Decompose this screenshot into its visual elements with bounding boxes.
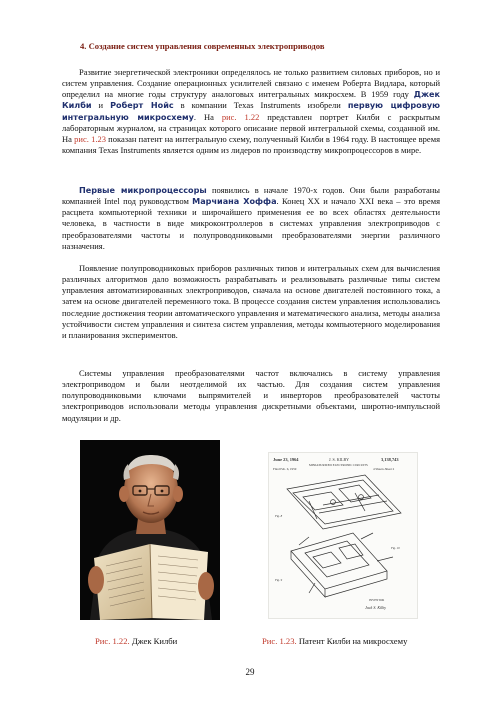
portrait-illustration bbox=[80, 440, 220, 620]
patent-inventor-code: J. S. KILBY bbox=[329, 457, 350, 462]
paragraph-kilby bbox=[62, 67, 440, 156]
patent-signature: Jack S. Kilby bbox=[365, 605, 386, 610]
section-heading: 4. Создание систем управления современных электроприводов bbox=[80, 41, 325, 51]
patent-fig-label: Fig. 8 bbox=[275, 514, 283, 518]
patent-inventor-label: INVENTOR bbox=[369, 598, 385, 602]
figure-caption-1-23 bbox=[262, 636, 407, 646]
text-run: представлен портрет Килби с раскрытым лабораторным журналом, на страницах которого описание первой интегральной схемы, созданной им. На bbox=[62, 111, 441, 144]
kilby-patent-drawing bbox=[268, 452, 418, 619]
name-kilby: Джек Килби bbox=[62, 89, 440, 111]
patent-illustration bbox=[269, 453, 417, 618]
term-first-microprocessors: Первые микропроцессоры bbox=[79, 185, 207, 195]
name-hoff: Марчиана Хоффа bbox=[192, 196, 277, 207]
patent-title: MINIATURIZED ELECTRONIC CIRCUITS bbox=[309, 463, 368, 467]
patent-fig-label: Fig. 9 bbox=[275, 578, 283, 582]
kilby-portrait-photo bbox=[80, 440, 220, 620]
figure-link-1-23[interactable]: рис. 1.23 bbox=[74, 133, 106, 144]
text-run: и bbox=[91, 100, 111, 111]
figure-number: Рис. 1.23. bbox=[262, 636, 297, 646]
patent-filed: Filed Feb. 6, 1959 bbox=[273, 467, 297, 471]
patent-number: 3,138,743 bbox=[381, 457, 399, 462]
text-run: . Конец XX и начало XXI века – это время расцвета компьютерной техники и широчайшего применения ее во всех областях деятельности человека, в частности в виде микроконтроллеров в системах управления электроприводов с преобразователями частоты и полупроводниковыми преобразователями энергии различного назначения. bbox=[62, 196, 440, 251]
paragraph-control-systems: Появление полупроводниковых приборов различных типов и интегральных схем для вычисления различных алгоритмов дало возможность разрабатывать и реализовывать различные типы систем управления автоматизированных электроприводов, сначала на основе двигателей постоянного тока, а затем на основе двигателей переменного тока. В процессе создания систем управления использовались последние достижения теории автоматического управления и математического анализа, методы анализа устойчивости систем управления и синтеза систем управления, методы компьютерного моделирования и планирования экспериментов. bbox=[62, 263, 440, 340]
patent-date: June 23, 1964 bbox=[273, 457, 299, 462]
figure-link-1-22[interactable]: рис. 1.22 bbox=[221, 111, 260, 122]
text-run: . На bbox=[193, 111, 222, 122]
patent-sheets: 4 Sheets-Sheet 2 bbox=[373, 467, 395, 471]
text-run: в компании Texas Instruments изобрели bbox=[173, 100, 348, 111]
text-run: показан патент на интегральную схему, полученный Килби в 1964 году. В настоящее время компания Texas Instruments является одним из лидеров по производству микропроцессоров в мире. bbox=[62, 133, 440, 156]
name-noyce: Роберт Нойс bbox=[110, 100, 174, 111]
text-run: появились в начале 1970-х годов. Они были разработаны компанией Intel под руководством bbox=[62, 185, 440, 207]
caption-text: Джек Килби bbox=[129, 636, 178, 646]
caption-text: Патент Килби на микросхему bbox=[296, 636, 408, 646]
patent-fig-label: Fig. 10 bbox=[391, 546, 400, 550]
paragraph-frequency-converters: Системы управления преобразователями частот включались в систему управления электроприводом и были неотделимой их частью. Для создания систем управления полупроводниковыми ключами выпрямителей и инверторов преобразователей частоты электроприводов использовали методы управления дискретными объектами, широтно-импульсной модуляции и др. bbox=[62, 368, 440, 423]
page-number: 29 bbox=[245, 667, 255, 677]
figure-caption-1-22 bbox=[95, 636, 177, 646]
paragraph-microprocessors bbox=[62, 185, 440, 252]
figure-number: Рис. 1.22. bbox=[95, 636, 130, 646]
text-run: Развитие энергетической электроники определялось не только развитием силовых приборов, но и систем управления. Создание операционных усилителей связано с именем Роберта Видлара, который определил на многие годы структуру аналоговых интегральных микросхем. В 1959 году bbox=[62, 67, 440, 100]
term-first-ic: первую цифровую интегральную микросхему bbox=[62, 100, 440, 122]
